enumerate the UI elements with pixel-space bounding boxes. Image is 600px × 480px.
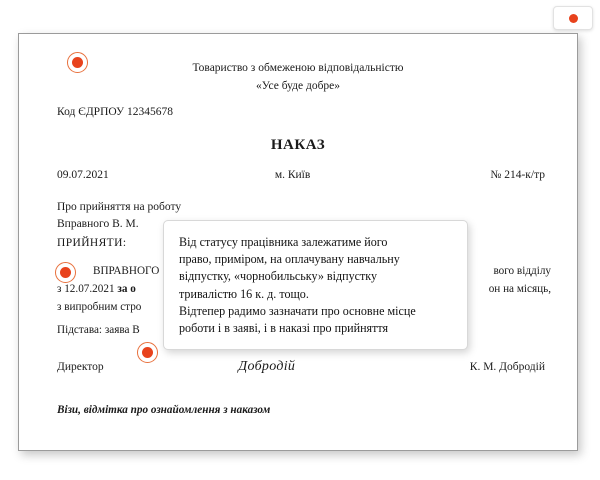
subject-line-1: Про прийняття на роботу bbox=[57, 201, 182, 213]
subject-line-2: Вправного В. М. bbox=[57, 217, 139, 230]
command-word: ПРИЙНЯТИ: bbox=[57, 237, 127, 249]
callout-line-1: Від статусу працівника залежатиме його bbox=[179, 235, 388, 249]
callout-line-4: тривалістю 16 к. д. тощо. bbox=[179, 286, 309, 301]
body-line-1-right: вого відділу bbox=[493, 265, 551, 277]
organization-line-2: «Усе буде добре» bbox=[255, 79, 341, 92]
edrpou-code: Код ЄДРПОУ 12345678 bbox=[57, 106, 174, 118]
document-place: м. Київ bbox=[274, 169, 311, 181]
handwritten-signature: Добродій bbox=[238, 359, 296, 374]
callout-line-3: відпустку, «чорнобильську» відпустку bbox=[179, 269, 378, 284]
body-line-2-right: он на місяць, bbox=[488, 283, 551, 296]
document-date: 09.07.2021 bbox=[57, 169, 109, 181]
document-title: НАКАЗ bbox=[270, 137, 326, 153]
body-line-2-left: з 12.07.2021 bbox=[57, 283, 115, 296]
body-line-3-left: з випробним стро bbox=[57, 301, 142, 314]
signer-name: К. М. Добродій bbox=[469, 361, 545, 373]
recording-indicator-badge[interactable] bbox=[553, 6, 593, 30]
signature-row bbox=[57, 359, 545, 375]
body-line-2-bold: за о bbox=[117, 283, 136, 296]
organization-line-1: Товариство з обмеженою відповідальністю bbox=[192, 62, 404, 74]
callout-line-5: Відтепер радимо зазначати про основне місце bbox=[179, 303, 416, 318]
signer-position: Директор bbox=[57, 361, 104, 373]
organization-header bbox=[19, 60, 577, 96]
callout-line-6: роботи і в заяві, і в наказі про прийняття bbox=[179, 320, 389, 335]
document-number: № 214-к/тр bbox=[490, 169, 545, 181]
document-meta-row bbox=[57, 169, 545, 181]
body-line-1-left: ВПРАВНОГО bbox=[93, 265, 160, 277]
visas-note: Візи, відмітка про ознайомлення з наказом bbox=[57, 404, 271, 416]
annotation-callout bbox=[163, 220, 468, 350]
record-dot-icon bbox=[569, 14, 578, 23]
callout-line-2: право, приміром, на оплачувану навчальну bbox=[179, 252, 400, 267]
order-basis: Підстава: заява В bbox=[57, 324, 140, 336]
